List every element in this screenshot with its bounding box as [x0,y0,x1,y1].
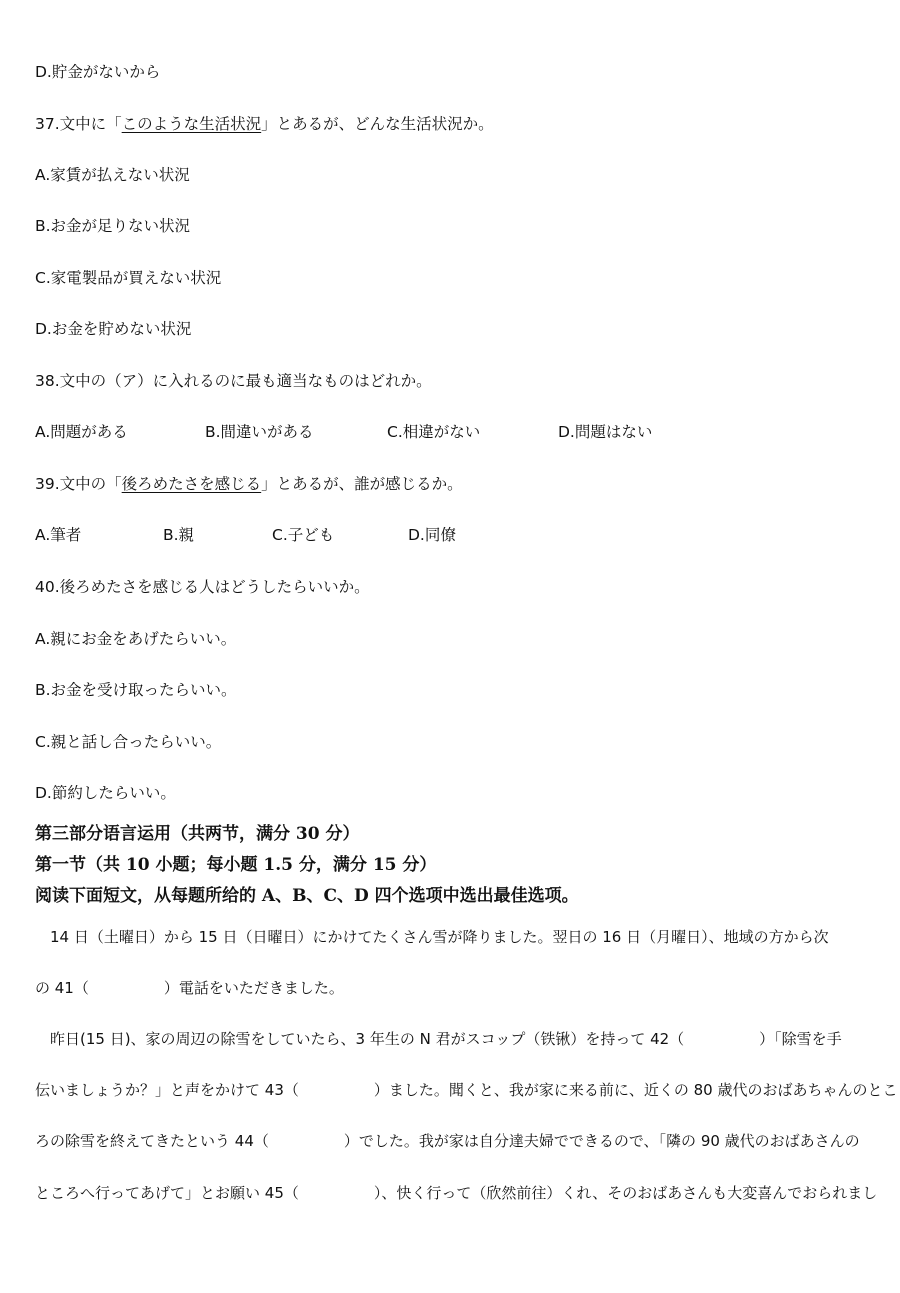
q37-stem-pre: 37.文中に「 [35,115,122,133]
passage-line-6: ところへ行ってあげて」とお願い 45（ ）、快く行って（欣然前往）くれ、そのおばあさんも大変喜んでおられまし [35,1184,878,1202]
passage-line-3: 昨日(15 日)、家の周辺の除雪をしていたら、3 年生の N 君がスコップ（铁锹）を持って 42（ ）「除雪を手 [35,1030,842,1048]
q37-option-c: C.家電製品が買えない状況 [35,269,222,287]
q37-stem-post: 」とあるが、どんな生活状況か。 [261,115,494,133]
q38-option-a: A.問題がある [35,423,128,441]
q38-option-b: B.間違いがある [205,423,314,441]
q37-option-b: B.お金が足りない状況 [35,217,191,235]
section3-subtitle: 第一节（共 10 小题；每小题 1.5 分，满分 15 分） [35,855,437,875]
q40-stem: 40.後ろめたさを感じる人はどうしたらいいか。 [35,578,370,596]
section3-instruction: 阅读下面短文，从每题所给的 A、B、C、D 四个选项中选出最佳选项。 [35,886,579,906]
q39-option-b: B.親 [163,526,195,544]
q37-underlined-phrase: このような生活状況 [121,115,262,133]
q37-option-a: A.家賃が払えない状況 [35,166,190,184]
passage-line-1: 14 日（土曜日）から 15 日（日曜日）にかけてたくさん雪が降りました。翌日の 16 日（月曜日）、地域の方から次 [35,928,829,946]
q40-option-d: D.節約したらいい。 [35,784,176,802]
passage-line-2: の 41（ ）電話をいただきました。 [35,979,344,997]
q40-option-a: A.親にお金をあげたらいい。 [35,630,237,648]
section3-title: 第三部分语言运用（共两节，满分 30 分） [35,824,360,844]
q37-option-d: D.お金を貯めない状況 [35,320,192,338]
passage-line-4: 伝いましょうか？」と声をかけて 43（ ）ました。聞くと、我が家に来る前に、近くの 80 歳代のおばあちゃんのとこ [35,1081,898,1099]
q40-option-c: C.親と話し合ったらいい。 [35,733,222,751]
q38-option-d: D.問題はない [558,423,653,441]
passage-line-5: ろの除雪を終えてきたという 44（ ）でした。我が家は自分達夫婦でできるので、「隣の 90 歳代のおばあさんの [35,1132,860,1150]
q39-stem-post: 」とあるが、誰が感じるか。 [261,475,463,493]
q37-stem [35,112,494,134]
q39-underlined-phrase: 後ろめたさを感じる [121,475,262,493]
q39-option-c: C.子ども [272,526,335,544]
q38-stem: 38.文中の（ア）に入れるのに最も適当なものはどれか。 [35,372,432,390]
q36-option-d: D.貯金がないから [35,63,161,81]
q39-stem [35,472,463,494]
q39-option-a: A.筆者 [35,526,82,544]
q38-option-c: C.相違がない [387,423,481,441]
q40-option-b: B.お金を受け取ったらいい。 [35,681,237,699]
q39-option-d: D.同僚 [408,526,456,544]
q39-stem-pre: 39.文中の「 [35,475,122,493]
